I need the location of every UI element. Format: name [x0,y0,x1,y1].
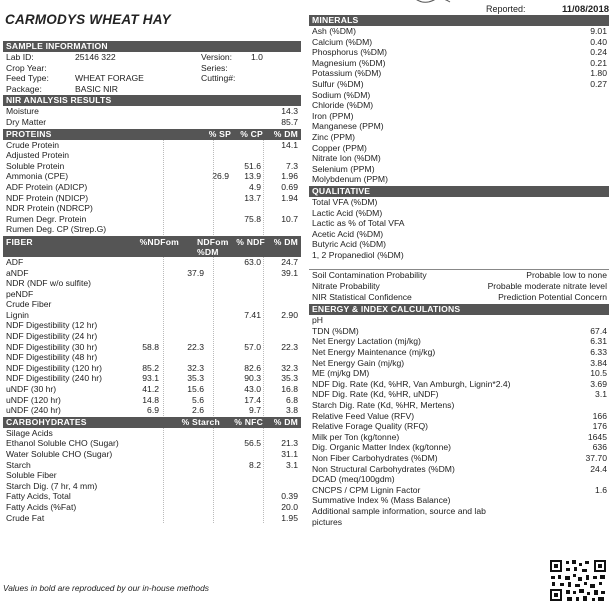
protein-row [3,182,301,193]
energy-row-value: 37.70 [585,452,607,463]
fiber-label: aNDF [6,267,29,278]
fiber-ndf: 57.0 [244,341,261,352]
energy-row-value: 67.4 [590,325,607,336]
fiber-ndfom: 58.8 [142,341,159,352]
energy-row-label: NDF Dig. Rate (Kd, %HR, Van Amburgh, Lignin*2.4) [312,378,511,389]
fiber-row [3,384,301,395]
mineral-row-label: Manganese (PPM) [312,121,384,132]
fiber-dm: 22.3 [281,341,298,352]
carbs-label: Water Soluble CHO (Sugar) [6,449,113,459]
fiber-label: Crude Fiber [6,299,52,310]
nir-row [3,117,301,128]
fiber-label: Lignin [6,309,29,320]
fiber-ndfom: 85.2 [142,362,159,373]
energy-row-label: Dig. Organic Matter Index (kg/tonne) [312,442,451,453]
fiber-row [3,278,301,289]
fiber-row [3,352,301,363]
protein-row [3,193,301,204]
energy-row [309,485,609,496]
carbs-row [3,502,301,513]
left-column [3,41,301,523]
fiber-col-ndf: % NDF [236,236,265,247]
mineral-row-label: Nitrate Ion (%DM) [312,153,381,164]
sample-info-value2: 1.0 [251,52,263,62]
protein-cp: 13.9 [244,171,261,182]
mineral-row-label: Copper (PPM) [312,142,367,153]
nir-row-label: Dry Matter [6,116,47,127]
sample-info-key: Package: [6,83,42,94]
protein-dm: 0.69 [281,181,298,192]
mineral-row-value: 9.01 [590,26,607,36]
fiber-row [3,342,301,353]
qualitative-row-label: Total VFA (%DM) [312,196,378,207]
logo-fragment [410,0,458,10]
column-guide [163,140,164,235]
protein-cp: 13.7 [244,192,261,203]
qualitative-row-label: Butyric Acid (%DM) [312,239,387,250]
carbs-label: Starch Dig. (7 hr, 4 mm) [6,480,98,491]
carbs-dm: 21.3 [281,438,298,449]
column-guide [213,257,214,416]
energy-row [309,464,609,475]
mineral-row-value: 0.27 [590,78,607,89]
energy-row-label: Non Structural Carbohydrates (%DM) [312,463,455,474]
protein-row [3,203,301,214]
sample-info-value: WHEAT FORAGE [75,73,144,84]
fiber-label: NDR (NDF w/o sulfite) [6,278,91,289]
nir-row [3,106,301,117]
carbs-label: Ethanol Soluble CHO (Sugar) [6,438,119,449]
fiber-row [3,257,301,268]
energy-row-label: pH [312,315,323,326]
mineral-row-label: Potassium (%DM) [312,68,382,79]
mineral-row-value: 1.80 [590,68,607,79]
nir-row-value: 14.3 [281,106,298,117]
energy-row-label: Non Fiber Carbohydrates (%DM) [312,452,438,463]
energy-row [309,389,609,400]
energy-row-value: 636 [592,442,607,453]
fiber-ndfom: 41.2 [142,384,159,395]
mineral-row-label: Selenium (PPM) [312,163,375,174]
protein-label: Soluble Protein [6,160,65,171]
energy-row-label: pictures [312,516,343,527]
carbs-col-dm: % DM [273,416,298,427]
proteins-col-dm: % DM [273,128,298,139]
fiber-ndfom-dm: 5.6 [192,394,204,405]
energy-row-label: Starch Dig. Rate (Kd, %HR, Mertens) [312,400,455,410]
protein-row [3,140,301,151]
carbs-header [3,417,301,428]
fiber-col-ndfom-dm: NDFom %DM [197,236,229,257]
energy-row [309,347,609,358]
probability-label: Soil Contamination Probability [312,270,427,281]
energy-row [309,400,609,411]
nir-header: NIR ANALYSIS RESULTS [3,95,301,106]
fiber-ndfom: 93.1 [142,373,159,384]
mineral-row-label: Magnesium (%DM) [312,57,386,68]
carbs-header-label: CARBOHYDRATES [6,416,87,427]
fiber-row [3,320,301,331]
mineral-row [309,121,609,132]
qualitative-row [309,250,609,261]
fiber-ndfom-dm: 15.6 [187,384,204,395]
protein-row [3,161,301,172]
protein-label: NDF Protein (NDICP) [6,192,89,203]
probability-value: Probable moderate nitrate level [487,281,607,292]
fiber-row [3,310,301,321]
sample-info-header: SAMPLE INFORMATION [3,41,301,52]
energy-row-value: 10.5 [590,368,607,379]
reported-date: 11/08/2018 [562,4,610,15]
energy-row-label: Summative Index % (Mass Balance) [312,495,451,506]
protein-sp: 26.9 [212,171,229,182]
energy-row [309,336,609,347]
probability-value: Prediction Potential Concern [498,291,607,302]
energy-row-label: TDN (%DM) [312,325,359,336]
protein-cp: 75.8 [244,213,261,224]
sample-info-value: 25146 322 [75,52,116,62]
fiber-row [3,373,301,384]
fiber-dm: 2.90 [281,309,298,320]
protein-row [3,150,301,161]
energy-row [309,506,609,517]
protein-dm: 1.94 [281,192,298,203]
carbs-label: Silage Acids [6,427,53,438]
fiber-dm: 35.3 [281,373,298,384]
mineral-row-label: Phosphorus (%DM) [312,47,387,58]
energy-row [309,432,609,443]
fiber-row [3,363,301,374]
fiber-ndf: 9.7 [249,405,261,416]
energy-row [309,326,609,337]
fiber-dm: 24.7 [281,256,298,267]
energy-row-value: 1645 [587,431,607,442]
minerals-section [309,26,609,185]
energy-row-label: NDF Dig. Rate (Kd, %HR, uNDF) [312,389,439,400]
carbs-row [3,438,301,449]
fiber-label: NDF Digestibility (120 hr) [6,362,102,373]
fiber-ndfom-dm: 35.3 [187,373,204,384]
qualitative-row [309,197,609,208]
proteins-col-cp: % CP [240,128,263,139]
fiber-ndfom: 14.8 [142,394,159,405]
qualitative-row-label: Lactic Acid (%DM) [312,207,383,218]
protein-dm: 7.3 [286,160,298,171]
mineral-row [309,132,609,143]
sample-info-row [3,84,301,95]
protein-dm: 14.1 [281,139,298,150]
carbs-row [3,513,301,524]
sample-info-key: Crop Year: [6,62,47,73]
fiber-ndf: 82.6 [244,362,261,373]
energy-row [309,379,609,390]
mineral-row [309,164,609,175]
qualitative-header: QUALITATIVE [309,186,609,197]
fiber-ndf: 7.41 [244,309,261,320]
sample-info-key: Feed Type: [6,73,49,84]
fiber-row [3,268,301,279]
energy-row-value: 1.6 [595,484,607,495]
fiber-ndfom-dm: 37.9 [187,267,204,278]
carbs-row [3,428,301,439]
probability-row [309,292,609,303]
energy-row-value: 3.69 [590,378,607,389]
fiber-header [3,236,301,257]
qualitative-row [309,229,609,240]
nir-row-value: 85.7 [281,116,298,127]
energy-row-label: Net Energy Lactation (mj/kg) [312,336,421,347]
qualitative-row-label: 1, 2 Propanediol (%DM) [312,249,404,260]
mineral-row-label: Calcium (%DM) [312,36,373,47]
fiber-dm: 16.8 [281,384,298,395]
carbs-row [3,470,301,481]
fiber-row [3,299,301,310]
energy-row [309,368,609,379]
fiber-row [3,405,301,416]
proteins-section [3,140,301,235]
mineral-row [309,111,609,122]
probability-label: Nitrate Probability [312,281,380,292]
fiber-label: ADF [6,256,24,267]
fiber-ndf: 43.0 [244,384,261,395]
proteins-col-sp: % SP [208,128,231,139]
energy-row-value: 6.33 [590,347,607,358]
carbs-col-starch: % Starch [181,416,220,427]
protein-dm: 1.96 [281,171,298,182]
footnote: Values in bold are reproduced by our in-house methods [3,583,209,593]
carbs-col-nfc: % NFC [234,416,263,427]
carbs-dm: 31.1 [281,449,298,459]
qualitative-row-label: Acetic Acid (%DM) [312,228,384,239]
sample-info-key2: Series: [201,62,228,73]
fiber-col-dm: % DM [273,236,298,247]
sample-info-section [3,52,301,94]
fiber-col-ndfom: %NDFom [139,236,179,247]
carbs-section [3,428,301,523]
energy-header: ENERGY & INDEX CALCULATIONS [309,304,609,315]
mineral-row-label: Iron (PPM) [312,110,354,121]
energy-row [309,453,609,464]
carbs-dm: 20.0 [281,501,298,512]
fiber-header-label: FIBER [6,236,33,247]
fiber-ndf: 17.4 [244,394,261,405]
mineral-row [309,100,609,111]
fiber-label: NDF Digestibility (12 hr) [6,320,98,331]
sample-info-key2: Version: [201,52,233,62]
carbs-row [3,481,301,492]
energy-row-label: Additional sample information, source and lab [312,505,486,516]
fiber-dm: 39.1 [281,267,298,278]
energy-row-label: ME (mj/kg DM) [312,368,370,379]
sample-info-row [3,52,301,63]
column-guide [263,428,264,523]
protein-dm: 10.7 [281,213,298,224]
protein-cp: 51.6 [244,160,261,171]
mineral-row [309,58,609,69]
mineral-row-label: Molybdenum (PPM) [312,174,388,185]
mineral-row [309,26,609,37]
fiber-label: NDF Digestibility (240 hr) [6,373,102,384]
mineral-row [309,79,609,90]
mineral-row-label: Sulfur (%DM) [312,78,364,89]
fiber-row [3,289,301,300]
protein-label: Adjusted Protein [6,150,70,161]
energy-row [309,474,609,485]
mineral-row-value: 0.24 [590,47,607,58]
column-guide [263,257,264,416]
fiber-label: uNDF (240 hr) [6,405,61,416]
mineral-row-value: 0.21 [590,57,607,68]
protein-label: Ammonia (CPE) [6,171,69,182]
qualitative-section [309,197,609,261]
energy-row [309,358,609,369]
report-title: CARMODYS WHEAT HAY [5,12,171,27]
carbs-row [3,449,301,460]
carbs-label: Soluble Fiber [6,470,57,481]
proteins-header [3,129,301,140]
mineral-row [309,47,609,58]
mineral-row-label: Ash (%DM) [312,26,356,36]
energy-row [309,411,609,422]
qualitative-row-label: Lactic as % of Total VFA [312,218,405,229]
mineral-row-label: Chloride (%DM) [312,100,374,111]
mineral-row-value: 0.40 [590,36,607,47]
energy-row-label: Relative Forage Quality (RFQ) [312,421,429,432]
mineral-row [309,37,609,48]
fiber-label: uNDF (120 hr) [6,394,61,405]
minerals-header: MINERALS [309,15,609,26]
energy-row [309,442,609,453]
fiber-label: peNDF [6,288,34,299]
mineral-row-label: Sodium (%DM) [312,89,371,100]
qualitative-row [309,239,609,250]
carbs-label: Crude Fat [6,512,45,523]
energy-row-value: 3.84 [590,357,607,368]
mineral-row [309,153,609,164]
carbs-dm: 1.95 [281,512,298,523]
energy-row-label: Milk per Ton (kg/tonne) [312,431,400,442]
sample-info-key2: Cutting#: [201,73,236,84]
fiber-dm: 3.8 [286,405,298,416]
fiber-label: NDF Digestibility (24 hr) [6,331,98,342]
column-guide [163,428,164,523]
protein-label: ADF Protein (ADICP) [6,181,88,192]
probability-label: NIR Statistical Confidence [312,291,412,302]
fiber-label: NDF Digestibility (48 hr) [6,352,98,363]
fiber-label: uNDF (30 hr) [6,384,57,395]
sample-info-key: Lab ID: [6,52,34,62]
energy-row [309,495,609,506]
mineral-row [309,68,609,79]
energy-row-label: CNCPS / CPM Lignin Factor [312,484,421,495]
energy-row-value: 6.31 [590,336,607,347]
sample-info-value: BASIC NIR [75,83,118,94]
probability-row [309,270,609,281]
protein-label: NDR Protein (NDRCP) [6,203,93,214]
fiber-section [3,257,301,416]
protein-row [3,224,301,235]
fiber-label: NDF Digestibility (30 hr) [6,341,98,352]
fiber-ndfom: 6.9 [147,405,159,416]
fiber-ndfom-dm: 32.3 [187,362,204,373]
sample-info-row [3,73,301,84]
energy-row-label: Net Energy Maintenance (mj/kg) [312,347,436,358]
proteins-header-label: PROTEINS [6,128,52,139]
carbs-label: Fatty Acids, Total [6,491,71,502]
qualitative-row [309,208,609,219]
probability-row [309,281,609,292]
column-guide [213,140,214,235]
fiber-row [3,331,301,342]
fiber-dm: 32.3 [281,362,298,373]
qr-code [548,558,608,603]
carbs-row [3,460,301,471]
mineral-row [309,143,609,154]
fiber-ndfom-dm: 2.6 [192,405,204,416]
energy-row-label: DCAD (meq/100gdm) [312,474,395,485]
energy-row-label: Relative Feed Value (RFV) [312,410,415,421]
energy-row [309,421,609,432]
protein-row [3,171,301,182]
nir-row-label: Moisture [6,106,39,117]
protein-label: Rumen Degr. Protein [6,213,87,224]
reported-label: Reported: [486,4,526,14]
energy-row-value: 24.4 [590,463,607,474]
carbs-dm: 3.1 [286,459,298,470]
carbs-label: Fatty Acids (%Fat) [6,501,77,512]
fiber-dm: 6.8 [286,394,298,405]
carbs-label: Starch [6,459,31,470]
carbs-row [3,491,301,502]
column-guide [263,140,264,235]
energy-row [309,315,609,326]
fiber-ndf: 63.0 [244,256,261,267]
sample-info-row [3,63,301,74]
carbs-dm: 0.39 [281,491,298,502]
energy-row [309,517,609,528]
nir-section [3,106,301,127]
fiber-row [3,395,301,406]
carbs-nfc: 8.2 [249,459,261,470]
protein-cp: 4.9 [249,181,261,192]
column-guide [163,257,164,416]
mineral-row [309,90,609,101]
energy-row-value: 3.1 [595,389,607,400]
qualitative-row [309,218,609,229]
probability-section [309,270,609,302]
protein-row [3,214,301,225]
column-guide [213,428,214,523]
energy-section [309,315,609,527]
energy-row-label: Net Energy Gain (mj/kg) [312,357,405,368]
fiber-ndf: 90.3 [244,373,261,384]
protein-label: Rumen Deg. CP (Strep.G) [6,224,107,235]
protein-label: Crude Protein [6,139,60,150]
fiber-ndfom-dm: 22.3 [187,341,204,352]
right-column [309,15,609,527]
energy-row-value: 176 [592,421,607,432]
energy-row-value: 166 [592,410,607,421]
probability-value: Probable low to none [526,270,607,281]
carbs-nfc: 56.5 [244,438,261,449]
mineral-row-label: Zinc (PPM) [312,131,355,142]
mineral-row [309,174,609,185]
